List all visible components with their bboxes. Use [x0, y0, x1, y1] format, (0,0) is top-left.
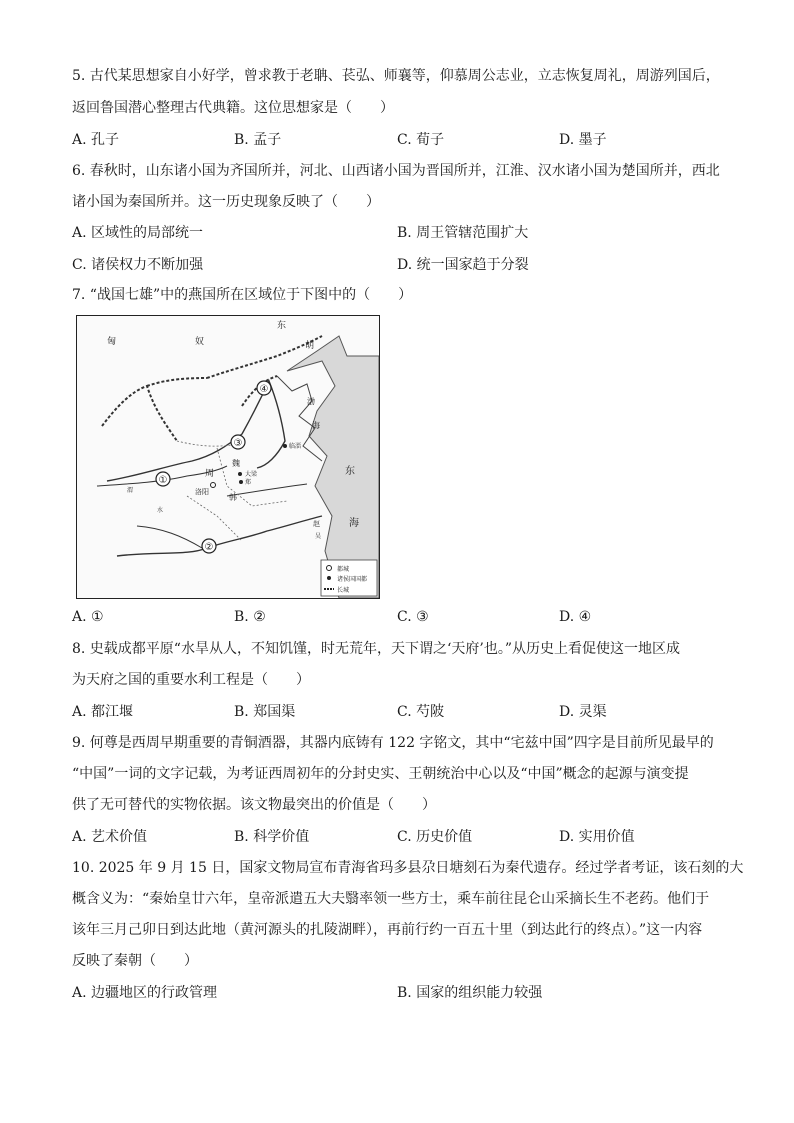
map-label-dong-hai: 海 [349, 518, 359, 529]
map-label-dong-1: 东 [277, 321, 287, 331]
legend-capital-label: 都城 [337, 566, 350, 573]
luoyang-city-dot [211, 483, 216, 488]
map-label-shui: 水 [157, 507, 164, 514]
question-7-option-b: B. ② [234, 609, 266, 625]
question-10-line-4: 反映了秦朝（ ） [72, 953, 198, 969]
linzi-city-dot [283, 444, 287, 448]
map-label-bo-hai: 海 [312, 421, 320, 430]
question-10-line-1: 10. 2025 年 9 月 15 日，国家文物局宣布青海省玛多县尕日塘刻石为秦代遗存。经过学者考证，该石刻的大 [72, 860, 744, 876]
question-5-option-c: C. 荀子 [397, 132, 445, 148]
question-8-option-a: A. 都江堰 [72, 704, 134, 720]
question-9-option-a: A. 艺术价值 [72, 829, 148, 845]
map-label-wei-river: 渭 [127, 487, 134, 494]
question-8-line-2: 为天府之国的重要水利工程是（ ） [72, 672, 310, 688]
marker-4: ④ [259, 384, 269, 395]
question-7-line-1: 7. “战国七雄”中的燕国所在区域位于下图中的（ ） [72, 287, 413, 303]
map-label-linzi: 临淄 [289, 443, 302, 450]
question-5-line-1: 5. 古代某思想家自小好学，曾求教于老聃、苌弘、师襄等，仰慕周公志业，立志恢复周礼，周游列国后， [72, 68, 720, 84]
question-5-option-d: D. 墨子 [559, 132, 607, 148]
question-8-option-b: B. 郑国渠 [234, 704, 296, 720]
map-label-zhao: 赵 [313, 520, 320, 528]
question-8-option-c: C. 芍陂 [397, 704, 445, 720]
map-label-nu: 奴 [195, 337, 205, 347]
map-label-luoyang: 洛阳 [195, 488, 209, 496]
question-6-option-b: B. 周王管辖范围扩大 [397, 225, 529, 241]
han-river [137, 526, 202, 548]
state-boundary [177, 441, 287, 541]
question-6-line-2: 诸小国为秦国所并。这一历史现象反映了（ ） [72, 194, 380, 210]
question-6-option-d: D. 统一国家趋于分裂 [397, 257, 529, 273]
map-label-zheng: 郑 [245, 479, 252, 486]
question-8-line-1: 8. 史载成都平原“水旱从人，不知饥馑，时无荒年，天下谓之‘天府’也。”从历史上看促使这一地区成 [72, 641, 681, 657]
question-6-option-c: C. 诸侯权力不断加强 [72, 257, 204, 273]
question-10-line-3: 该年三月己卯日到达此地（黄河源头的扎陵湖畔），再前行约一百五十里（到达此行的终点）。”这一内容 [72, 922, 703, 938]
map-label-wei-state: 魏 [232, 459, 240, 468]
marker-2: ② [204, 542, 214, 553]
sea-area [287, 336, 379, 598]
map-label-zhou: 周 [205, 469, 215, 479]
map-label-dong-2: 东 [345, 466, 355, 477]
legend-wall-label: 长城 [337, 587, 350, 594]
daliang-city-dot [238, 472, 242, 476]
question-9-line-2: “中国”一词的文字记载，为考证西周初年的分封史实、王朝统治中心以及“中国”概念的起源与演变提 [72, 766, 689, 782]
question-5-option-a: A. 孔子 [72, 132, 120, 148]
question-5-option-b: B. 孟子 [234, 132, 282, 148]
zheng-city-dot [239, 480, 243, 484]
huai-river [227, 484, 307, 496]
question-9-line-1: 9. 何尊是西周早期重要的青铜酒器，其器内底铸有 122 字铭文，其中“宅兹中国”四字是目前所见最早的 [72, 735, 714, 751]
question-6-option-a: A. 区域性的局部统一 [72, 225, 204, 241]
question-10-option-a: A. 边疆地区的行政管理 [72, 985, 218, 1001]
question-8-option-d: D. 灵渠 [559, 704, 607, 720]
marker-1: ① [158, 475, 168, 486]
map-svg [77, 316, 379, 598]
legend-state-capital-label: 诸侯国国都 [337, 576, 368, 583]
great-wall-west [147, 378, 207, 386]
warring-states-map [76, 315, 380, 599]
map-label-bo: 渤 [307, 397, 315, 406]
question-10-option-b: B. 国家的组织能力较强 [397, 985, 543, 1001]
question-7-option-c: C. ③ [397, 609, 429, 625]
legend-state-capital-icon [327, 576, 331, 580]
yangtze-river [117, 516, 322, 556]
map-label-xiong: 匈 [107, 337, 117, 347]
map-label-han: 韩 [229, 493, 237, 502]
map-label-hu: 胡 [305, 341, 315, 351]
question-9-option-d: D. 实用价值 [559, 829, 635, 845]
yellow-river [107, 381, 285, 481]
question-9-line-3: 供了无可替代的实物依据。该文物最突出的价值是（ ） [72, 797, 436, 813]
question-9-option-b: B. 科学价值 [234, 829, 310, 845]
question-6-line-1: 6. 春秋时，山东诸小国为齐国所并，河北、山西诸小国为晋国所并，江淮、汉水诸小国为楚国所并，西北 [72, 163, 720, 179]
question-9-option-c: C. 历史价值 [397, 829, 473, 845]
question-7-option-d: D. ④ [559, 609, 592, 625]
question-5-line-2: 返回鲁国潜心整理古代典籍。这位思想家是（ ） [72, 100, 394, 116]
question-10-line-2: 概含义为：“秦始皇廿六年，皇帝派遣五大夫翳率领一些方士，乘车前往昆仑山采摘长生不老药。他们于 [72, 891, 710, 907]
question-7-option-a: A. ① [72, 609, 104, 625]
great-wall-loop [102, 386, 177, 441]
map-label-daliang: 大梁 [245, 471, 258, 478]
map-label-wu: 吴 [315, 533, 322, 540]
marker-3: ③ [233, 438, 243, 449]
